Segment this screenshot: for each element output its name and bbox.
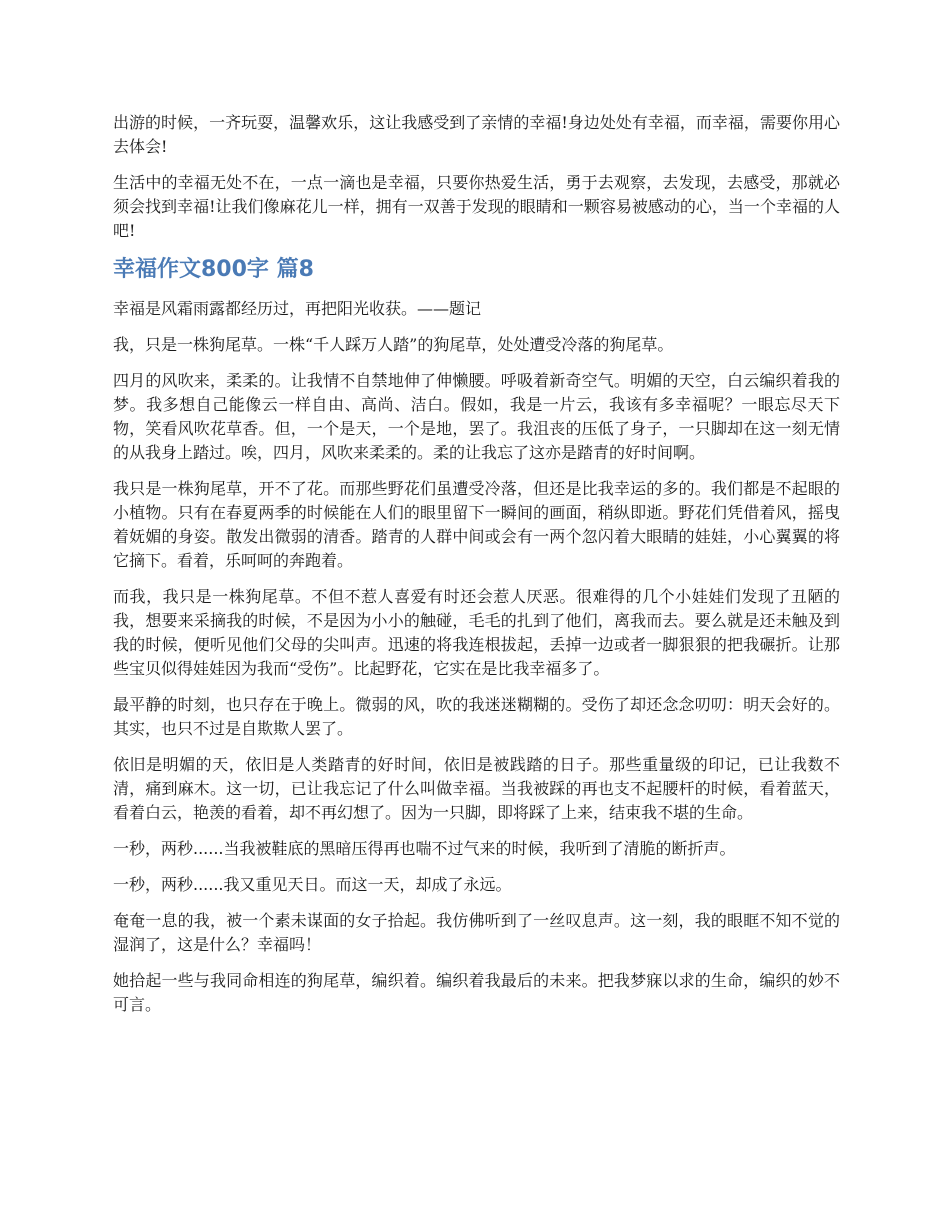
body-paragraph: 而我，我只是一株狗尾草。不但不惹人喜爱有时还会惹人厌恶。很难得的几个小娃娃们发现了丑陋的我，想要来采摘我的时候，不是因为小小的触碰，毛毛的扎到了他们，离我而去。要么就是还未触及到我的时候，便听见他们父母的尖叫声。迅速的将我连根拔起，丢掉一边或者一脚狠狠的把我碾折。让那些宝贝似得娃娃因为我而“受伤”。比起野花，它实在是比我幸福多了。 <box>113 587 840 678</box>
body-paragraph: 依旧是明媚的天，依旧是人类踏青的好时间，依旧是被践踏的日子。那些重量级的印记，已让我数不清，痛到麻木。这一切，已让我忘记了什么叫做幸福。当我被踩的再也支不起腰杆的时候，看着蓝天，看着白云，艳羡的看着，却不再幻想了。因为一只脚，即将踩了上来，结束我不堪的生命。 <box>113 755 840 822</box>
intro-paragraph-1: 出游的时候，一齐玩耍，温馨欢乐，这让我感受到了亲情的幸福!身边处处有幸福，而幸福，需要你用心去体会! <box>113 113 840 156</box>
epigraph-paragraph: 幸福是风霜雨露都经历过，再把阳光收获。——题记 <box>113 299 482 318</box>
body-paragraph: 奄奄一息的我，被一个素未谋面的女子拾起。我仿佛听到了一丝叹息声。这一刻，我的眼眶不知不觉的湿润了，这是什么？幸福吗！ <box>113 911 840 954</box>
body-paragraph: 四月的风吹来，柔柔的。让我情不自禁地伸了伸懒腰。呼吸着新奇空气。明媚的天空，白云编织着我的梦。我多想自己能像云一样自由、高尚、洁白。假如，我是一片云，我该有多幸福呢？一眼忘尽天下物，笑看风吹花草香。但，一个是天，一个是地，罢了。我沮丧的压低了身子，一只脚却在这一刻无情的从我身上踏过。唉，四月，风吹来柔柔的。柔的让我忘了这亦是踏青的好时间啊。 <box>113 371 840 462</box>
section-heading: 幸福作文800字 篇8 <box>113 257 314 282</box>
body-paragraph: 一秒，两秒......当我被鞋底的黑暗压得再也喘不过气来的时候，我听到了清脆的断折声。 <box>113 839 736 858</box>
body-paragraph: 她拾起一些与我同命相连的狗尾草，编织着。编织着我最后的未来。把我梦寐以求的生命，编织的妙不可言。 <box>113 971 840 1014</box>
body-paragraph: 我，只是一株狗尾草。一株“千人踩万人踏”的狗尾草，处处遭受冷落的狗尾草。 <box>113 335 674 354</box>
document-page <box>113 111 840 1029</box>
body-paragraph: 最平静的时刻，也只存在于晚上。微弱的风，吹的我迷迷糊糊的。受伤了却还念念叨叨：明天会好的。其实，也只不过是自欺欺人罢了。 <box>113 695 840 738</box>
body-paragraph: 我只是一株狗尾草，开不了花。而那些野花们虽遭受冷落，但还是比我幸运的多的。我们都是不起眼的小植物。只有在春夏两季的时候能在人们的眼里留下一瞬间的画面，稍纵即逝。野花们凭借着风，摇曳着妩媚的身姿。散发出微弱的清香。踏青的人群中间或会有一两个忽闪着大眼睛的娃娃，小心翼翼的将它摘下。看着，乐呵呵的奔跑着。 <box>113 479 840 570</box>
intro-paragraph-2: 生活中的幸福无处不在，一点一滴也是幸福，只要你热爱生活，勇于去观察，去发现，去感受，那就必须会找到幸福!让我们像麻花儿一样，拥有一双善于发现的眼睛和一颗容易被感动的心，当一个幸福的人吧! <box>113 173 840 240</box>
body-paragraph: 一秒，两秒......我又重见天日。而这一天，却成了永远。 <box>113 875 512 894</box>
